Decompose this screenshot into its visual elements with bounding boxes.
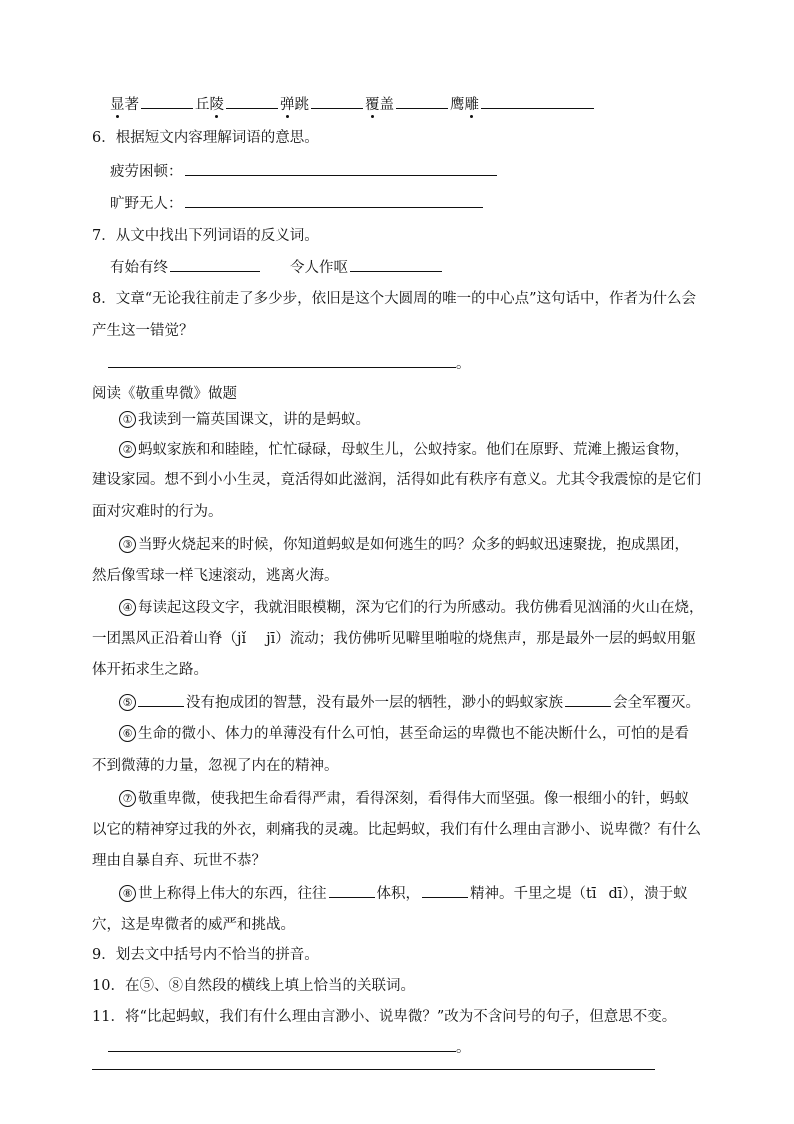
paragraph-3-line-2: 然后像雪球一样飞速滚动，逃离火海。: [92, 568, 339, 584]
paragraph-8: [119, 883, 688, 904]
paragraph-text: 生命的微小、体力的单薄没有什么可怕，甚至命运的卑微也不能决断什么，可怕的是看: [138, 726, 689, 742]
answer-line[interactable]: [92, 1069, 655, 1070]
answer-blank[interactable]: [170, 257, 260, 272]
q5-word-row: [110, 94, 596, 115]
paragraph-text: 每读起这段文字，我就泪眼模糊，深为它们的行为所感动。我仿佛看见汹涌的火山在烧，: [138, 600, 704, 616]
paragraph-4-line-3: 体开拓求生之路。: [92, 662, 208, 678]
paragraph-5: [119, 692, 700, 713]
q7-items: [110, 257, 444, 278]
paragraph-text: 精神。千里之堤（tī: [470, 886, 597, 902]
paragraph-text: 一团黑风正沿着山脊（jǐ: [92, 631, 247, 647]
paragraph-text: dī），溃于蚁: [608, 886, 688, 902]
paragraph-2-line-2: 建设家园。想不到小小生灵，竟活得如此滋润，活得如此有秩序有意义。尤其令我震惊的是它们: [92, 472, 701, 488]
paragraph-number: ③: [119, 536, 136, 553]
paragraph-6: [119, 724, 689, 744]
paragraph-number: ④: [119, 599, 136, 616]
paragraph-6-line-2: 不到微薄的力量，忽视了内在的精神。: [92, 758, 339, 774]
paragraph-number: ⑧: [119, 885, 136, 902]
answer-blank[interactable]: [226, 94, 278, 109]
paragraph-3: [119, 535, 689, 555]
answer-blank[interactable]: [108, 1037, 456, 1052]
paragraph-2: [119, 440, 689, 460]
paragraph-7-line-3: 理由自暴自弃、玩世不恭？: [92, 853, 266, 869]
q8-line-1: 8．文章“无论我往前走了多少步，依旧是这个大圆周的唯一的中心点”这句话中，作者为什么会: [92, 291, 697, 307]
paragraph-text: 会全军覆灭。: [613, 695, 700, 711]
q7-title: 7．从文中找出下列词语的反义词。: [92, 228, 319, 244]
paragraph-8-line-2: 穴，这是卑微者的威严和挑战。: [92, 917, 295, 933]
paragraph-number: ①: [119, 411, 136, 428]
paragraph-4-line-2: [92, 629, 696, 649]
q11-title: 11．将“比起蚂蚁，我们有什么理由言渺小、说卑微？”改为不含问号的句子，但意思不变。: [92, 1009, 677, 1025]
paragraph-text: jī）流动；我仿佛听见噼里啪啦的烧焦声，那是最外一层的蚂蚁用躯: [266, 631, 696, 647]
q5-word-1: 显著: [110, 97, 139, 113]
paragraph-text: 世上称得上伟大的东西，往往: [138, 886, 327, 902]
paragraph-7: [119, 789, 689, 809]
answer-blank[interactable]: [138, 692, 184, 707]
period: 。: [456, 356, 471, 372]
q7-word-1: 有始有终: [110, 260, 168, 276]
q6-item-2: [110, 193, 485, 214]
paragraph-2-line-3: 面对灾难时的行为。: [92, 504, 223, 520]
answer-blank[interactable]: [185, 193, 483, 208]
paragraph-text: 蚂蚁家族和和睦睦，忙忙碌碌，母蚁生儿，公蚁持家。他们在原野、荒滩上搬运食物，: [138, 442, 689, 458]
q6-item-1: [110, 161, 499, 182]
q6-word-2: 旷野无人：: [110, 196, 183, 212]
paragraph-text: 敬重卑微，使我把生命看得严肃，看得深刻，看得伟大而坚强。像一根细小的针，蚂蚁: [138, 791, 689, 807]
answer-blank[interactable]: [481, 94, 594, 109]
answer-blank[interactable]: [396, 94, 448, 109]
answer-blank[interactable]: [565, 692, 611, 707]
q9-title: 9．划去文中括号内不恰当的拼音。: [92, 947, 319, 963]
q7-word-2: 令人作呕: [290, 260, 348, 276]
paragraph-text: 体积，: [376, 886, 420, 902]
paragraph-7-line-2: 以它的精神穿过我的外衣，刺痛我的灵魂。比起蚂蚁，我们有什么理由言渺小、说卑微？有什么: [92, 822, 701, 838]
q11-answer: [108, 1037, 471, 1058]
answer-blank[interactable]: [350, 257, 442, 272]
paragraph-number: ⑥: [119, 725, 136, 742]
paragraph-text: 我读到一篇英国课文，讲的是蚂蚁。: [138, 412, 370, 428]
q5-word-4: 覆盖: [365, 97, 394, 113]
paragraph-number: ②: [119, 441, 136, 458]
paragraph-number: ⑦: [119, 790, 136, 807]
q6-word-1: 疲劳困顿：: [110, 164, 183, 180]
paragraph-1: [119, 410, 370, 430]
answer-blank[interactable]: [311, 94, 363, 109]
passage-heading: 阅读《敬重卑微》做题: [92, 386, 237, 402]
paragraph-4: [119, 598, 704, 618]
q8-answer: [108, 353, 471, 374]
paragraph-number: ⑤: [119, 694, 136, 711]
answer-blank[interactable]: [108, 353, 456, 368]
answer-blank[interactable]: [329, 883, 375, 898]
answer-blank[interactable]: [185, 161, 497, 176]
q8-line-2: 产生这一错觉？: [92, 323, 194, 339]
paragraph-text: 当野火烧起来的时候，你知道蚂蚁是如何逃生的吗？众多的蚂蚁迅速聚拢，抱成黑团，: [138, 537, 689, 553]
q6-title: 6．根据短文内容理解词语的意思。: [92, 130, 319, 146]
q10-title: 10．在⑤、⑧自然段的横线上填上恰当的关联词。: [92, 978, 415, 994]
q5-word-2: 丘陵: [195, 97, 224, 113]
period: 。: [456, 1040, 471, 1056]
paragraph-text: 没有抱成团的智慧，没有最外一层的牺牲，渺小的蚂蚁家族: [186, 695, 563, 711]
answer-blank[interactable]: [422, 883, 468, 898]
q5-word-3: 弹跳: [280, 97, 309, 113]
q5-word-5: 鹰雕: [450, 97, 479, 113]
answer-blank[interactable]: [141, 94, 193, 109]
